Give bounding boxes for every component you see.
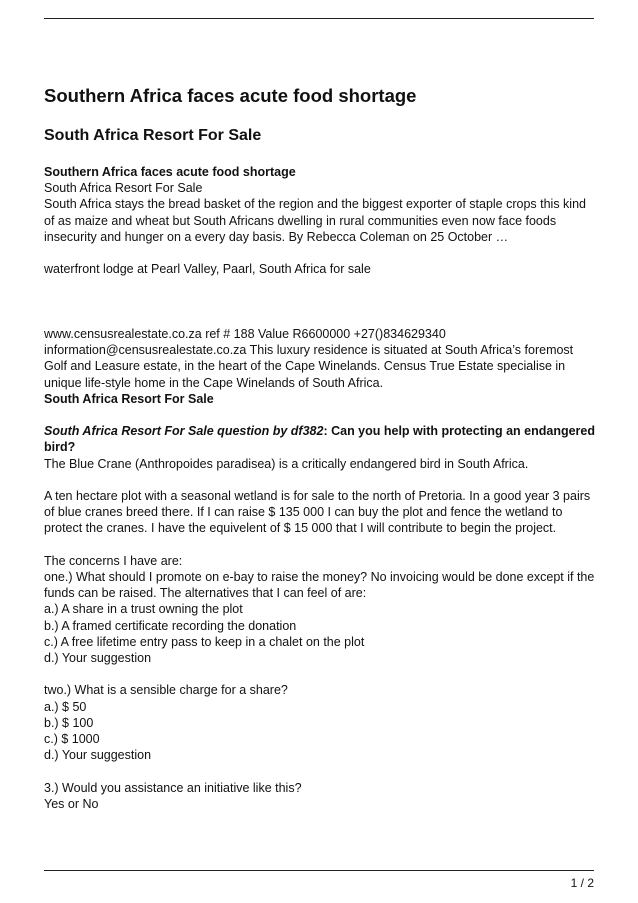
question-intro: The Blue Crane (Anthropoides paradisea) is a critically endangered bird in South Africa.	[44, 456, 529, 471]
block3-line1: www.censusrealestate.co.za ref # 188 Value R6600000 +27()834629340	[44, 327, 446, 341]
block1-heading: Southern Africa faces acute food shortage	[44, 165, 296, 179]
concerns-heading: The concerns I have are:	[44, 553, 183, 568]
concern-q3-answer: Yes or No	[44, 796, 99, 811]
page-number: 1 / 2	[570, 876, 594, 890]
list-item: a.) $ 50	[44, 699, 87, 714]
block1-paragraph: South Africa stays the bread basket of the region and the biggest exporter of staple crops this kind of as maize and wheat but South Africans dwelling in rural communities even now face foods insecurity and hunger on a every day basis. By Rebecca Coleman on 25 October …	[44, 197, 586, 244]
list-item: d.) Your suggestion	[44, 651, 152, 666]
list-item: b.) $ 100	[44, 715, 94, 730]
page-subtitle: South Africa Resort For Sale	[44, 127, 262, 144]
block2-line: waterfront lodge at Pearl Valley, Paarl, South Africa for sale	[44, 262, 371, 277]
concern-q2: two.) What is a sensible charge for a share?	[44, 683, 288, 698]
question-text: : Can you help with protecting an endangered bird?	[44, 424, 595, 455]
page-title: Southern Africa faces acute food shortage	[44, 85, 417, 106]
document-content	[44, 84, 596, 812]
block3-paragraph: information@censusrealestate.co.za This luxury residence is situated at South Africa’s foremost Golf and Leasure estate, in the heart of the Cape Winelands. Census True Estate specialise in unique life-style home in the Cape Winelands of South Africa.	[44, 343, 574, 390]
list-item: c.) A free lifetime entry pass to keep in a chalet on the plot	[44, 634, 365, 649]
list-item: d.) Your suggestion	[44, 748, 152, 763]
top-rule	[44, 18, 594, 19]
list-item: c.) $ 1000	[44, 732, 100, 747]
block3-bold-line: South Africa Resort For Sale	[44, 391, 214, 406]
question-paragraph: A ten hectare plot with a seasonal wetland is for sale to the north of Pretoria. In a good year 3 pairs of blue cranes breed there. If I can raise $ 135 000 I can buy the plot and fence the wetland to protect the cranes. I have the equivelent of $ 15 000 that I will contribute to begin the project.	[44, 489, 591, 536]
document-body	[44, 164, 596, 812]
concern-q1: one.) What should I promote on e-bay to raise the money? No invoicing would be done except if the funds can be raised. The alternatives that I can feel of are:	[44, 570, 595, 601]
question-title	[44, 423, 596, 455]
question-prefix: South Africa Resort For Sale question by df382	[44, 424, 324, 439]
list-item: b.) A framed certificate recording the donation	[44, 618, 297, 633]
concern-q3: 3.) Would you assistance an initiative like this?	[44, 780, 302, 795]
list-item: a.) A share in a trust owning the plot	[44, 602, 243, 617]
bottom-rule	[44, 870, 594, 871]
block1-line2: South Africa Resort For Sale	[44, 181, 203, 196]
